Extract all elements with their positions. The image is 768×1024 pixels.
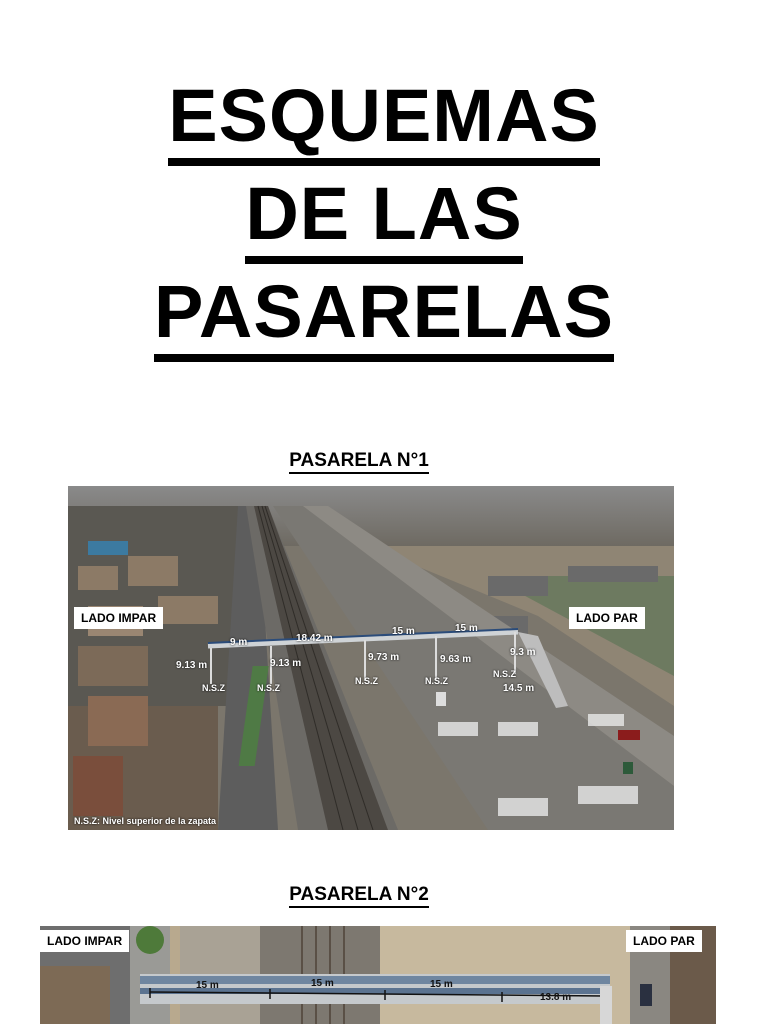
nsz-marker: N.S.Z [493, 669, 517, 679]
height-dimension: 9.63 m [440, 654, 472, 665]
span-dimension: 15 m [392, 626, 415, 637]
pasarela-1-aerial-photo [68, 486, 674, 830]
pasarela-2-aerial-photo [40, 926, 716, 1024]
lado-impar-label: LADO IMPAR [74, 607, 163, 629]
title-line-3: PASARELAS [154, 272, 614, 362]
height-dimension: 14.5 m [503, 683, 535, 694]
span-dimension: 18.42 m [296, 633, 333, 644]
document-title [0, 76, 768, 370]
lado-par-label: LADO PAR [626, 930, 702, 952]
lado-impar-label: LADO IMPAR [40, 930, 129, 952]
span-dimension: 9 m [230, 637, 248, 648]
nsz-marker: N.S.Z [355, 676, 379, 686]
height-dimension: 9.13 m [270, 658, 302, 669]
pasarela-1-heading [0, 450, 718, 472]
span-dimension: 15 m [196, 980, 219, 991]
title-line-2: DE LAS [245, 174, 522, 264]
nsz-marker: N.S.Z [425, 676, 449, 686]
pasarela-2-heading [0, 884, 718, 906]
pasarela-2-heading-text: PASARELA N°2 [289, 884, 429, 908]
nsz-marker: N.S.Z [257, 683, 281, 693]
title-line-1: ESQUEMAS [168, 76, 600, 166]
lado-par-label: LADO PAR [569, 607, 645, 629]
span-dimension: 15 m [311, 978, 334, 989]
aerial-photo-illustration-2 [40, 926, 716, 1024]
pasarela-1-heading-text: PASARELA N°1 [289, 450, 429, 474]
span-dimension: 13.8 m [540, 992, 572, 1003]
nsz-footnote: N.S.Z: Nivel superior de la zapata [74, 816, 217, 826]
height-dimension: 9.73 m [368, 652, 400, 663]
span-dimension: 15 m [430, 979, 453, 990]
height-dimension: 9.13 m [176, 660, 208, 671]
height-dimension: 9.3 m [510, 647, 536, 658]
span-dimension: 15 m [455, 623, 478, 634]
nsz-marker: N.S.Z [202, 683, 226, 693]
